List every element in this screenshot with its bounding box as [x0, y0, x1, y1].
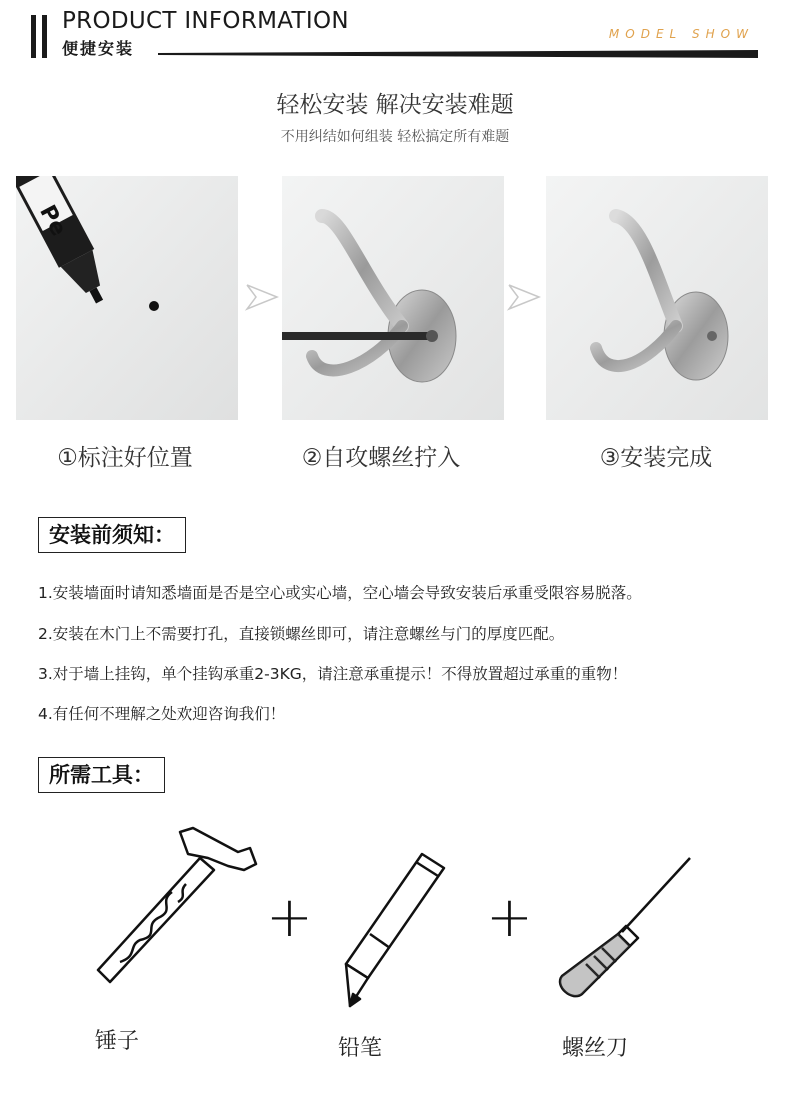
- step-1-label: ①标注好位置: [57, 445, 193, 471]
- header-title: PRODUCT INFORMATION: [62, 8, 349, 34]
- step-3-photo: [546, 176, 768, 420]
- intro-subheading: 不用纠结如何组装 轻松搞定所有难题: [280, 129, 510, 145]
- notes-title: 安装前须知：: [38, 517, 186, 553]
- header-bar-right: [42, 15, 47, 58]
- step-3-label: ③安装完成: [599, 445, 713, 471]
- step-arrow-1: [244, 282, 280, 312]
- hammer-icon: [88, 822, 263, 996]
- tools-title: 所需工具：: [38, 757, 165, 793]
- tool-label-pencil: 铅笔: [338, 1036, 383, 1061]
- note-item-2: 2.安装在木门上不需要打孔，直接锁螺丝即可，请注意螺丝与门的厚度匹配。: [38, 625, 565, 643]
- header-tag: MODEL SHOW: [608, 27, 754, 41]
- note-item-3: 3.对于墙上挂钩，单个挂钩承重2-3KG，请注意承重提示！不得放置超过承重的重物！: [38, 665, 628, 683]
- note-item-4: 4.有任何不理解之处欢迎咨询我们！: [38, 705, 286, 723]
- intro-heading: 轻松安装 解决安装难题: [276, 92, 514, 118]
- tool-label-hammer: 锤子: [95, 1029, 140, 1054]
- svg-text:Pe: Pe: [34, 201, 71, 241]
- tool-label-screwdriver: 螺丝刀: [562, 1036, 629, 1061]
- header-subtitle: 便捷安装: [62, 39, 135, 58]
- plus-icon-2: +: [486, 885, 533, 950]
- step-1-photo: [16, 176, 238, 420]
- step-2-photo: [282, 176, 504, 420]
- step-2-label: ②自攻螺丝拧入: [301, 445, 461, 471]
- pencil-icon: [340, 846, 460, 1020]
- plus-icon-1: +: [266, 885, 313, 950]
- step-arrow-2: [506, 282, 542, 312]
- header-bar-left: [31, 15, 36, 58]
- header-divider: [158, 43, 758, 51]
- screwdriver-icon: [552, 852, 702, 1006]
- note-item-1: 1.安装墙面时请知悉墙面是否是空心或实心墙，空心墙会导致安装后承重受限容易脱落。: [38, 584, 642, 602]
